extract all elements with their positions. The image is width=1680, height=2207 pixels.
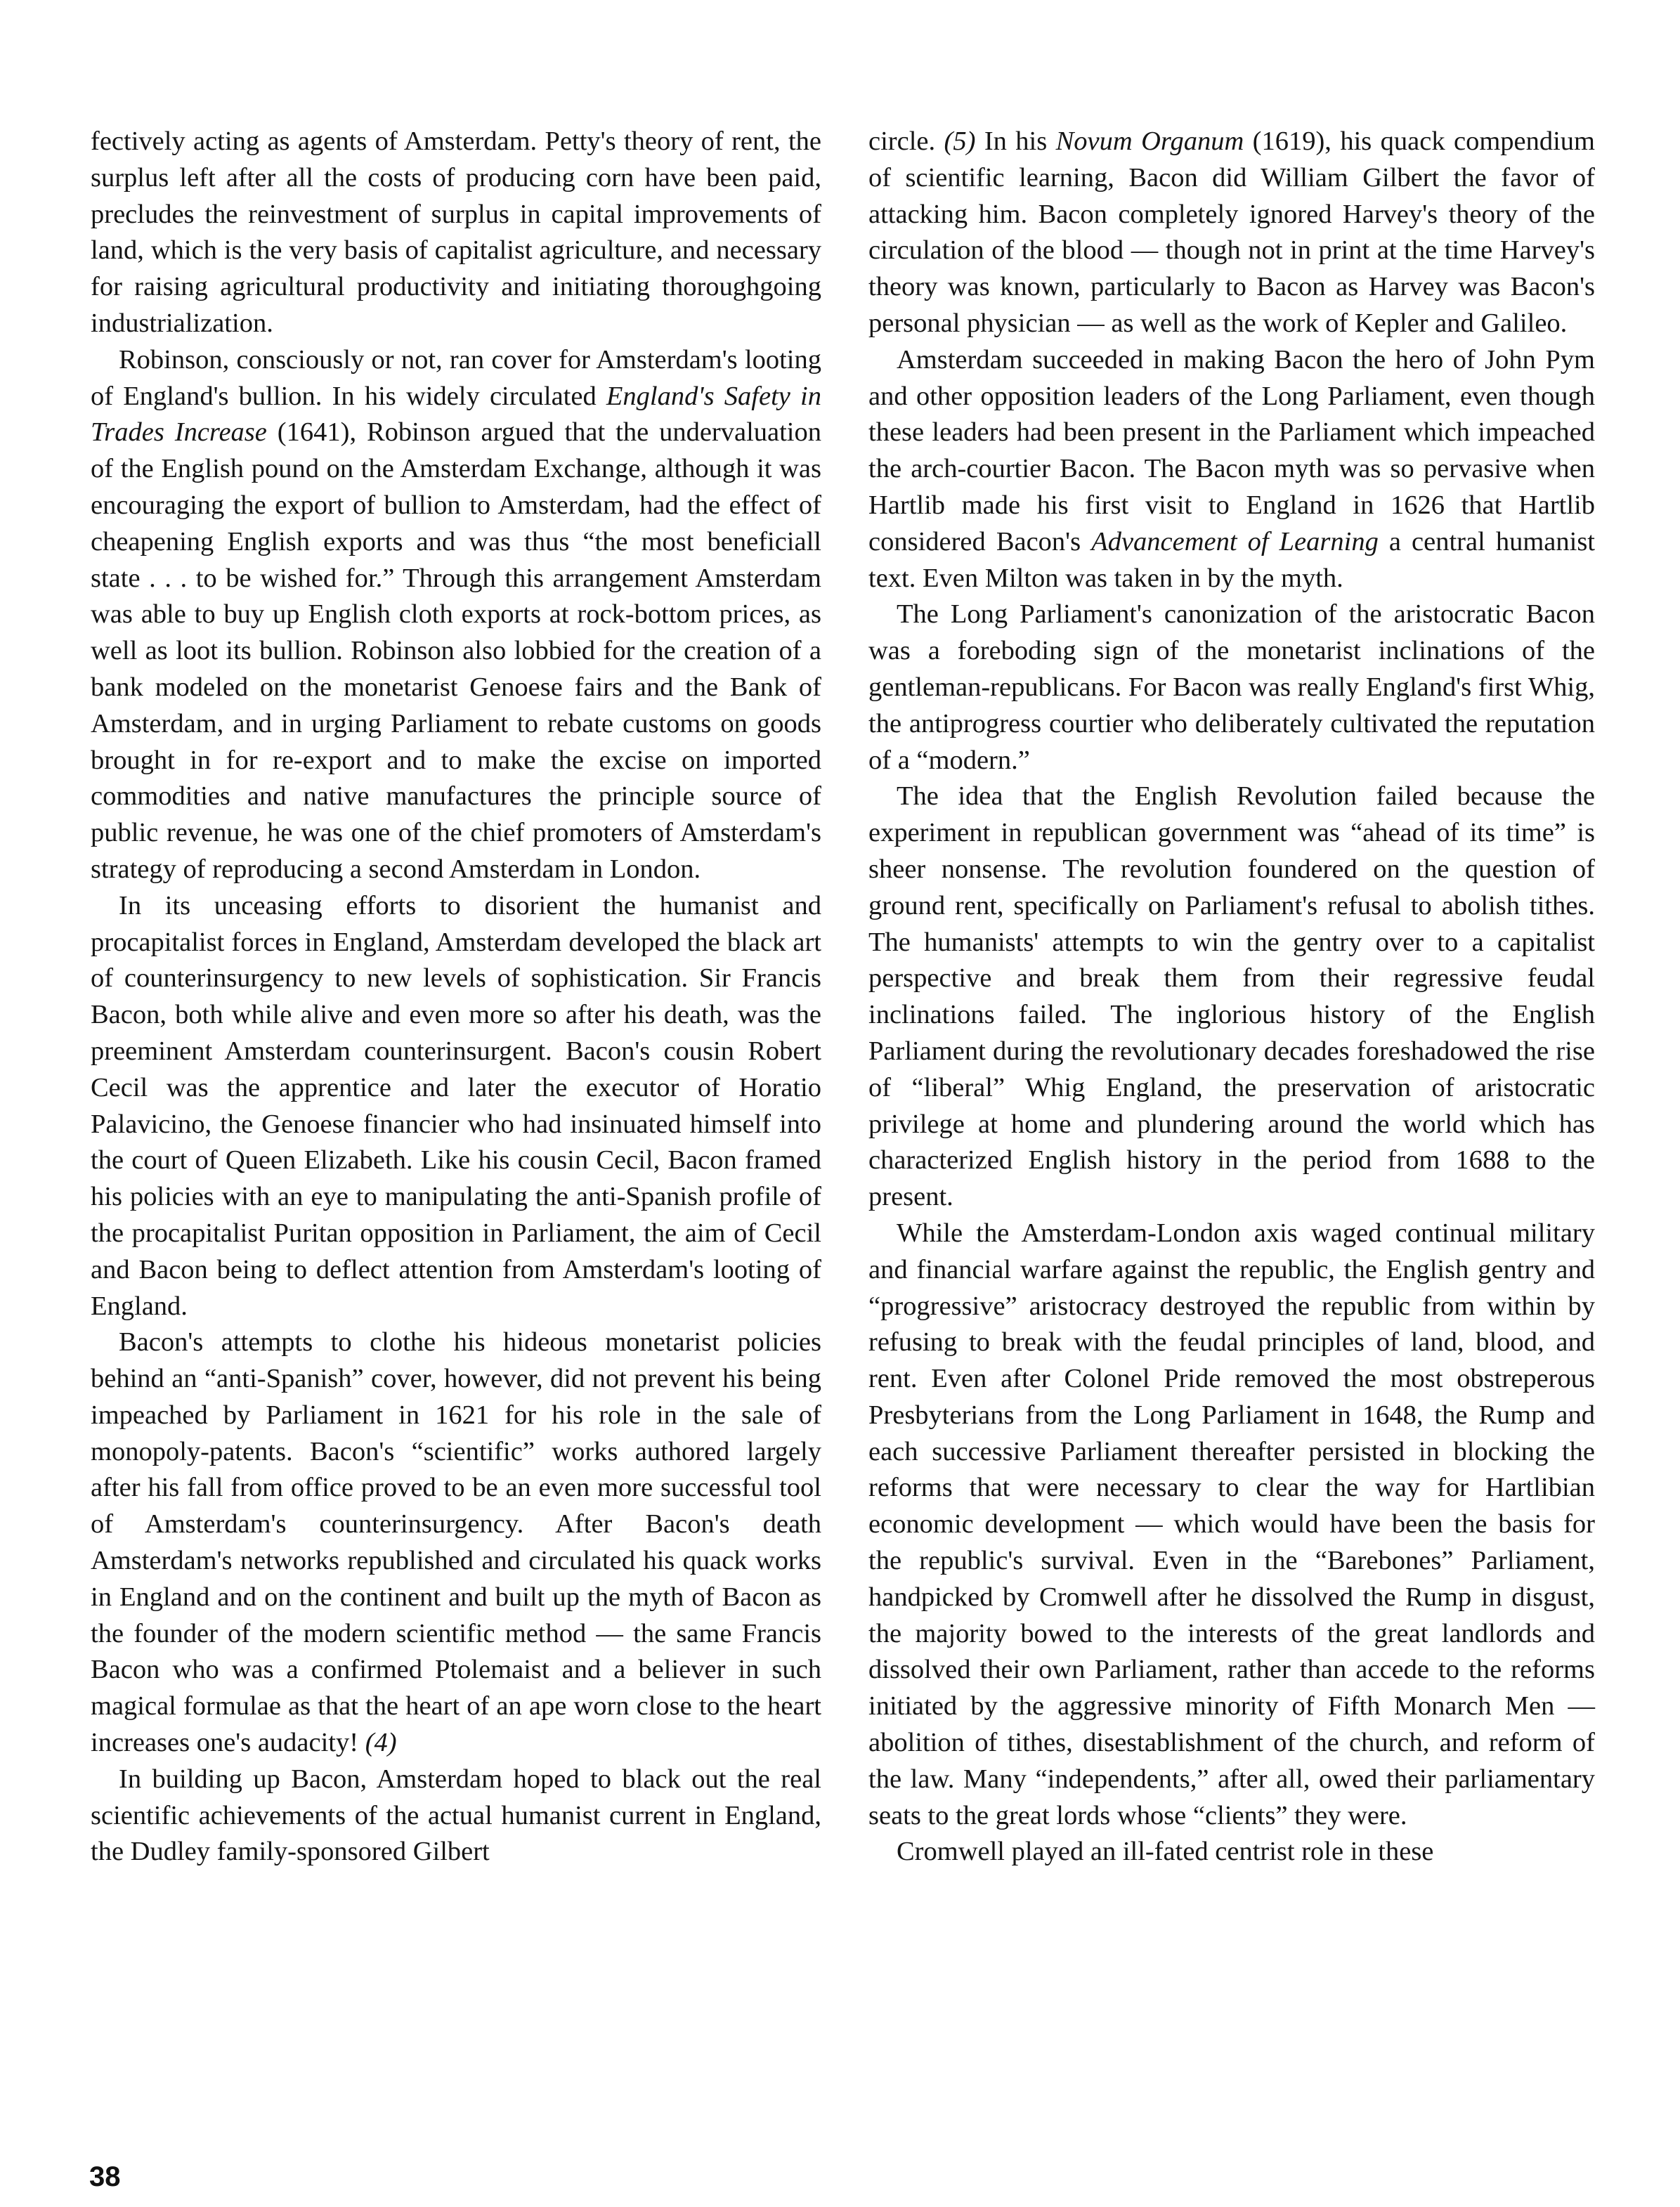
paragraph-text: In building up Bacon, Amsterdam hoped to black out the real scientific achievements of the actual humanist current in England, the Dudley family-sponsored Gilbert	[91, 1764, 821, 1867]
paragraph-text: circle.	[868, 126, 944, 156]
left-column	[91, 124, 821, 1870]
paragraph-text: Amsterdam succeeded in making Bacon the hero of John Pym and other opposition leaders of the Long Parliament, even though these leaders had been present in the Parliament which impeached the arch-courtier Bacon. The Bacon myth was so pervasive when Hartlib made his first visit to England in 1626 that Hartlib considered Bacon's	[868, 344, 1595, 556]
paragraph	[91, 1324, 821, 1762]
book-title: England's Safety in Trades Increase	[91, 381, 821, 448]
paragraph	[91, 342, 821, 888]
paragraph	[91, 1762, 821, 1870]
paragraph-text: a central humanist text. Even Milton was taken in by the myth.	[868, 526, 1596, 593]
paragraph-text: fectively acting as agents of Amsterdam. Petty's theory of rent, the surplus left after all the costs of producing corn have been paid, precludes the reinvestment of surplus in capital improvements of land, which is the very basis of capitalist agriculture, and necessary for raising agricultural productivity and initiating thoroughgoing industrialization.	[91, 126, 821, 338]
paragraph	[868, 124, 1595, 342]
page-number: 38	[89, 2161, 121, 2192]
paragraph	[868, 342, 1595, 597]
paragraph-text: In his	[975, 126, 1056, 156]
paragraph	[91, 888, 821, 1325]
book-title: Advancement of Learning	[1091, 526, 1379, 556]
paragraph	[868, 597, 1595, 779]
paragraph	[868, 1834, 1595, 1870]
paragraph-text: (1619), his quack compendium of scientific learning, Bacon did William Gilbert the favor of attacking him. Bacon completely ignored Harvey's theory of the circulation of the blood — though not in print at the time Harvey's theory was known, particularly to Bacon as Harvey was Bacon's personal physician — as well as the work of Kepler and Galileo.	[868, 126, 1596, 338]
paragraph	[91, 124, 821, 342]
paragraph	[868, 779, 1595, 1216]
paragraph-text: The Long Parliament's canonization of the aristocratic Bacon was a foreboding sign of the monetarist inclinations of the gentleman-republicans. For Bacon was really England's first Whig, the antiprogress courtier who deliberately cultivated the reputation of a “modern.”	[868, 599, 1595, 775]
book-title: Novum Organum	[1055, 126, 1244, 156]
paragraph-text: The idea that the English Revolution failed because the experiment in republican government was “ahead of its time” is sheer nonsense. The revolution foundered on the question of ground rent, specifically on Parliament's refusal to abolish tithes. The humanists' attempts to win the gentry over to a capitalist perspective and break them from their regressive feudal inclinations failed. The inglorious history of the English Parliament during the revolutionary decades foreshadowed the rise of “liberal” Whig England, the preservation of aristocratic privilege at home and plundering around the world which has characterized English history in the period from 1688 to the present.	[868, 781, 1595, 1212]
right-column	[868, 124, 1595, 1870]
paragraph-text: While the Amsterdam-London axis waged continual military and financial warfare against the republic, the English gentry and “progressive” aristocracy destroyed the republic from within by refusing to break with the feudal principles of land, blood, and rent. Even after Colonel Pride removed the most obstreperous Presbyterians from the Long Parliament in 1648, the Rump and each successive Parliament thereafter persisted in blocking the reforms that were necessary to clear the way for Hartlibian economic development — which would have been the basis for the republic's survival. Even in the “Barebones” Parliament, handpicked by Cromwell after he dissolved the Rump in disgust, the majority bowed to the interests of the great landlords and dissolved their own Parliament, rather than accede to the reforms initiated by the aggressive minority of Fifth Monarch Men — abolition of tithes, disestablishment of the church, and reform of the law. Many “independents,” after all, owed their parliamentary seats to the great lords whose “clients” they were.	[868, 1218, 1595, 1830]
footnote-reference: (4)	[365, 1728, 397, 1758]
paragraph-text: Bacon's attempts to clothe his hideous monetarist policies behind an “anti-Spanish” cover, however, did not prevent his being impeached by Parliament in 1621 for his role in the sale of monopoly-patents. Bacon's “scientific” works authored largely after his fall from office proved to be an even more successful tool of Amsterdam's counterinsurgency. After Bacon's death Amsterdam's networks republished and circulated his quack works in England and on the continent and built up the myth of Bacon as the founder of the modern scientific method — the same Francis Bacon who was a confirmed Ptolemaist and a believer in such magical formulae as that the heart of an ape worn close to the heart increases one's audacity!	[91, 1327, 821, 1758]
paragraph-text: In its unceasing efforts to disorient the humanist and procapitalist forces in England, Amsterdam developed the black art of counterinsurgency to new levels of sophistication. Sir Francis Bacon, both while alive and even more so after his death, was the preeminent Amsterdam counterinsurgent. Bacon's cousin Robert Cecil was the apprentice and later the executor of Horatio Palavicino, the Genoese financier who had insinuated himself into the court of Queen Elizabeth. Like his cousin Cecil, Bacon framed his policies with an eye to manipulating the anti-Spanish profile of the procapitalist Puritan opposition in Parliament, the aim of Cecil and Bacon being to deflect attention from Amsterdam's looting of England.	[91, 890, 821, 1321]
paragraph-text: Cromwell played an ill-fated centrist role in these	[897, 1837, 1434, 1867]
paragraph	[868, 1216, 1595, 1835]
paragraph-text: (1641), Robinson argued that the undervaluation of the English pound on the Amsterdam Exchange, although it was encouraging the export of bullion to Amsterdam, had the effect of cheapening English exports and was thus “the most beneficiall state . . . to be wished for.” Through this arrangement Amsterdam was able to buy up English cloth exports at rock-bottom prices, as well as loot its bullion. Robinson also lobbied for the creation of a bank modeled on the monetarist Genoese fairs and the Bank of Amsterdam, and in urging Parliament to rebate customs on goods brought in for re-export and to make the excise on imported commodities and native manufactures the principle source of public revenue, he was one of the chief promoters of Amsterdam's strategy of reproducing a second Amsterdam in London.	[91, 417, 821, 884]
footnote-reference: (5)	[944, 126, 976, 156]
paragraph-text: Robinson, consciously or not, ran cover for Amsterdam's looting of England's bullion. In his widely circulated	[91, 344, 821, 411]
